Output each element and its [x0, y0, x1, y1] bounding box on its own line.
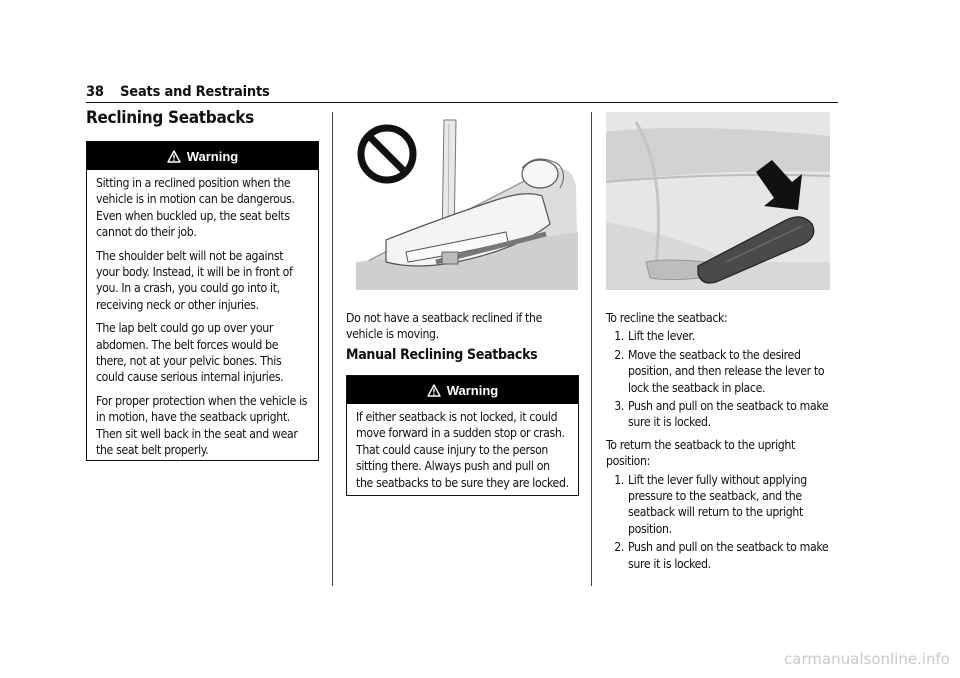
- warning-paragraph: The lap belt could go up over your abdomen. The belt forces would be there, not at your pelvic bones. This could cause serious internal injuries.: [96, 321, 284, 385]
- recline-instructions: [606, 310, 834, 578]
- watermark: carmanualsonline.info: [784, 650, 950, 668]
- subsection-title: Manual Reclining Seatbacks: [346, 347, 538, 363]
- prohibition-icon: [361, 128, 413, 180]
- warning-box-reclining: [86, 141, 319, 461]
- warning-icon: [167, 150, 181, 163]
- section-name: Seats and Restraints: [120, 84, 270, 100]
- step-text: Push and pull on the seatback to make sure it is locked.: [628, 399, 829, 430]
- warning-paragraph: For proper protection when the vehicle is in motion, have the seatback upright. Then sit well back in the seat and wear the seat belt properly.: [96, 393, 308, 458]
- step-number: 1.: [614, 472, 624, 487]
- warning-body: [347, 404, 578, 504]
- warning-paragraph: The shoulder belt will not be against your body. Instead, it will be in front of you. In a crash, you could go into it, receiving neck or other injuries.: [96, 248, 293, 312]
- step-item: [606, 472, 834, 538]
- warning-header: [87, 142, 318, 170]
- warning-box-manual: [346, 375, 579, 496]
- upright-steps: [606, 472, 834, 572]
- section-title: Reclining Seatbacks: [86, 108, 254, 128]
- caption-text: Do not have a seatback reclined if the vehicle is moving.: [346, 311, 543, 342]
- step-text: Move the seatback to the desired position, and then release the lever to lock the seatback in place.: [628, 347, 825, 395]
- warning-paragraph: If either seatback is not locked, it could move forward in a sudden stop or crash. That could cause injury to the person sitting there. Always push and pull on the seatbacks to be sure they are locked.: [356, 410, 569, 490]
- page-number: 38: [86, 84, 104, 100]
- recline-lever-illustration: [606, 112, 830, 290]
- page-header: [86, 84, 838, 100]
- recline-steps: [606, 328, 834, 430]
- step-item: [606, 328, 834, 344]
- column-divider-right: [591, 112, 592, 586]
- warning-label: Warning: [446, 382, 499, 398]
- step-item: [606, 347, 834, 396]
- reclined-passenger-illustration: [346, 112, 578, 290]
- warning-body: [87, 170, 318, 472]
- warning-header: [347, 376, 578, 404]
- step-text: Lift the lever fully without applying pressure to the seatback, and the seatback will return to the upright position.: [628, 472, 807, 536]
- warning-paragraph: Sitting in a reclined position when the vehicle is in motion can be dangerous. Even when buckled up, the seat belts cannot do their job.: [96, 176, 295, 240]
- warning-label: Warning: [186, 148, 239, 164]
- step-number: 1.: [614, 329, 624, 344]
- step-item: [606, 398, 834, 431]
- step-item: [606, 539, 834, 572]
- caption-block: [346, 310, 578, 350]
- step-number: 2.: [614, 540, 624, 555]
- recline-intro: To recline the seatback:: [606, 311, 728, 325]
- column-divider-left: [332, 112, 333, 586]
- header-rule: [86, 102, 838, 103]
- step-number: 2.: [614, 347, 624, 362]
- step-number: 3.: [614, 399, 624, 414]
- warning-icon: [427, 384, 441, 397]
- step-text: Lift the lever.: [628, 329, 695, 344]
- upright-intro: To return the seatback to the upright position:: [606, 437, 795, 469]
- step-text: Push and pull on the seatback to make sure it is locked.: [628, 540, 829, 571]
